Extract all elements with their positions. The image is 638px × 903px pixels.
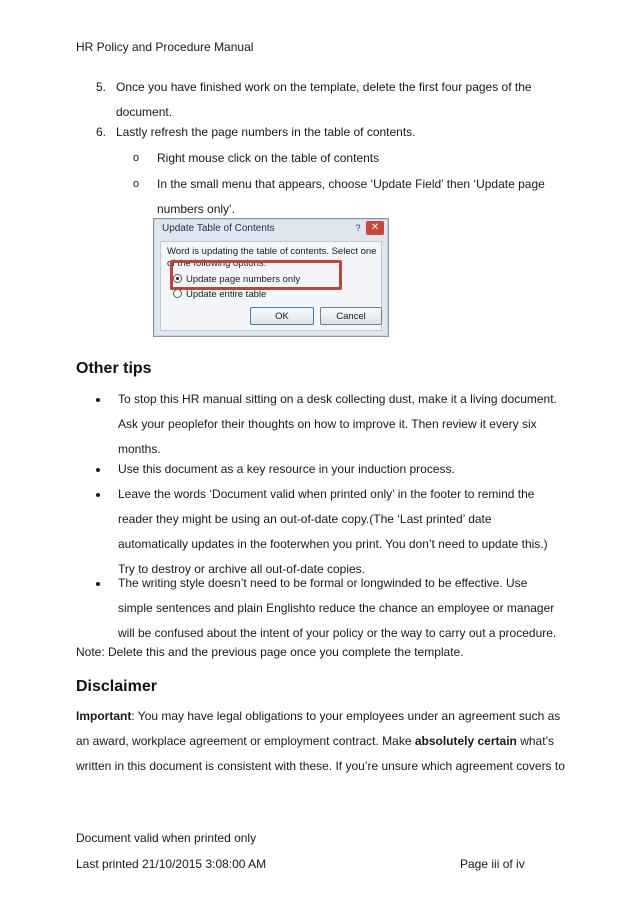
- disclaimer-heading: Disclaimer: [76, 678, 157, 695]
- tip-text: The writing style doesn’t need to be formal or longwinded to be effective. Use simple sentences and plain Englishto reduce the chance an employee or manager will be confused about the intent of your policy or the way to carry out a procedure.: [118, 576, 557, 640]
- footer-valid-text: Document valid when printed only: [76, 831, 257, 845]
- sub-step-text: Right mouse click on the table of contents: [157, 151, 380, 165]
- bullet-dot: [96, 468, 100, 472]
- tip-text: Leave the words ‘Document valid when printed only’ in the footer to remind the reader they might be using an out-of-date copy.(The ‘Last printed’ date automatically updates in the footerwhen you print. You don’t need to update this.) Try to destroy or archive all out-of-date copies.: [118, 487, 548, 576]
- other-tips-heading: Other tips: [76, 360, 152, 377]
- help-icon: ?: [355, 223, 361, 233]
- update-toc-dialog-image: [153, 218, 389, 337]
- disclaimer-paragraph: [76, 704, 566, 779]
- step-number: 5.: [96, 80, 107, 94]
- footer-page-number: Page iii of iv: [460, 857, 525, 871]
- sub-bullet: o: [133, 178, 140, 190]
- note-text: Note: Delete this and the previous page once you complete the template.: [76, 645, 464, 659]
- radio-icon: [173, 289, 182, 298]
- tip-text: To stop this HR manual sitting on a desk collecting dust, make it a living document. Ask your peoplefor their thoughts on how to improve it. Then review it every six months.: [118, 392, 557, 456]
- dialog-message: Word is updating the table of contents. Select one of the following options:: [167, 246, 377, 269]
- step-number: 6.: [96, 125, 107, 139]
- dialog-titlebar: [154, 219, 388, 241]
- ok-button: OK: [250, 307, 314, 325]
- bullet-dot: [96, 398, 100, 402]
- highlight-box: [170, 260, 342, 290]
- option-label: Update page numbers only: [186, 274, 301, 285]
- step-text: Once you have finished work on the template, delete the first four pages of the document.: [116, 80, 532, 119]
- absolutely-certain: absolutely certain: [414, 734, 517, 748]
- option-label: Update entire table: [186, 289, 267, 300]
- close-icon: ✕: [366, 221, 384, 235]
- disclaimer-text-b: what’s written in this document is consistent with these. If you’re unsure which agreement covers to: [76, 734, 565, 773]
- footer-last-printed: Last printed 21/10/2015 3:08:00 AM: [76, 857, 267, 871]
- sub-bullet: o: [133, 152, 140, 164]
- important-label: Important: [76, 709, 132, 723]
- dialog-title: Update Table of Contents: [162, 223, 275, 234]
- cancel-button: Cancel: [320, 307, 382, 325]
- page-header: HR Policy and Procedure Manual: [76, 40, 254, 54]
- step-text: Lastly refresh the page numbers in the table of contents.: [116, 125, 416, 139]
- option-entire-table: [173, 289, 266, 300]
- bullet-dot: [96, 493, 100, 497]
- bullet-dot: [96, 582, 100, 586]
- tip-text: Use this document as a key resource in your induction process.: [118, 462, 455, 476]
- disclaimer-text-a: : You may have legal obligations to your employees under an agreement such as an award, workplace agreement or employment contract. Make: [76, 709, 561, 748]
- sub-step-text: In the small menu that appears, choose ‘Update Field’ then ‘Update page numbers only’.: [157, 177, 545, 216]
